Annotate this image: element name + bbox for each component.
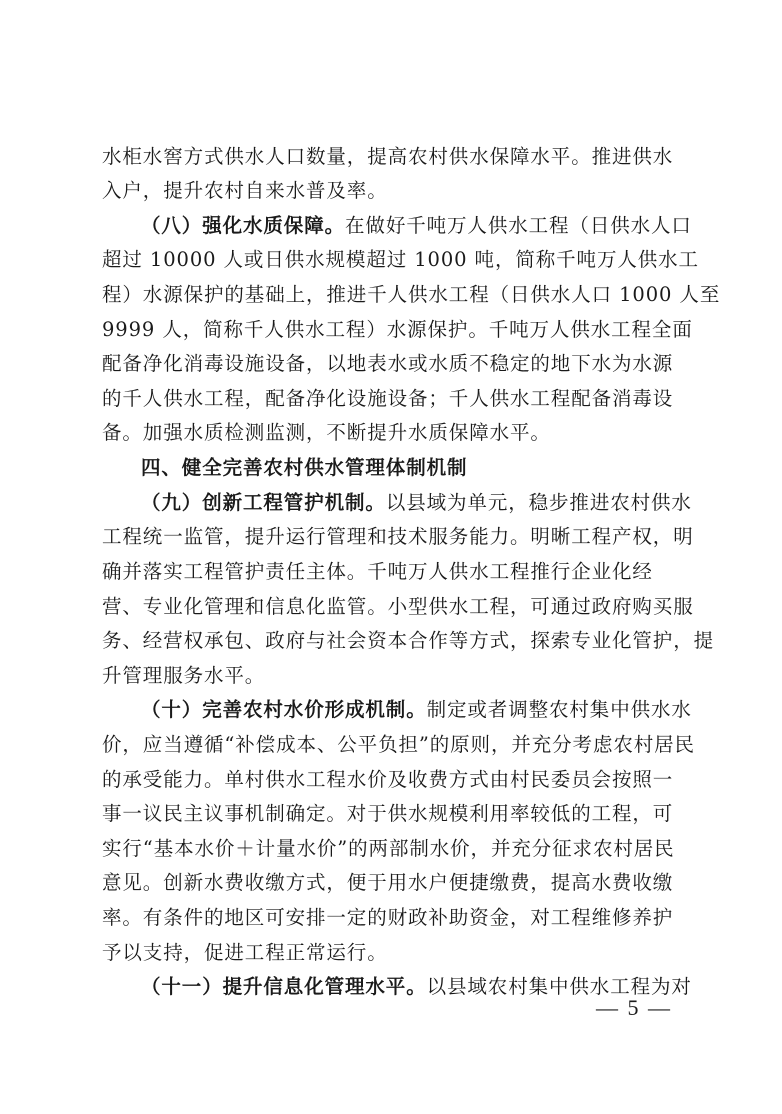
paragraph-8-first-line bbox=[141, 214, 692, 238]
body-line: 工程统一监管，提升运行管理和技术服务能力。明晰工程产权，明 bbox=[102, 525, 694, 548]
para9-title: （九）创新工程管护机制。 bbox=[141, 491, 386, 514]
body-line: 备。加强水质检测监测，不断提升水质保障水平。 bbox=[102, 421, 551, 444]
para11-text: 以县域农村集中供水工程为对 bbox=[426, 975, 692, 998]
para10-text: 制定或者调整农村集中供水水 bbox=[426, 698, 692, 721]
para8-text: 在做好千吨万人供水工程（日供水人口 bbox=[345, 214, 692, 237]
body-line: 率。有条件的地区可安排一定的财政补助资金，对工程维修养护 bbox=[102, 906, 674, 929]
body-line: 9999 人，简称千人供水工程）水源保护。千吨万人供水工程全面 bbox=[102, 318, 693, 341]
body-line: 事一议民主议事机制确定。对于供水规模利用率较低的工程，可 bbox=[102, 802, 674, 825]
paragraph-10-first-line bbox=[141, 698, 692, 722]
body-line: 入户，提升农村自来水普及率。 bbox=[102, 179, 388, 202]
page-number: — 5 — bbox=[596, 995, 672, 1020]
para9-text: 以县域为单元，稳步推进农村供水 bbox=[385, 491, 692, 514]
body-line: 营、专业化管理和信息化监管。小型供水工程，可通过政府购买服 bbox=[102, 595, 694, 618]
body-line: 的千人供水工程，配备净化设施设备；千人供水工程配备消毒设 bbox=[102, 387, 674, 410]
para11-title: （十一）提升信息化管理水平。 bbox=[141, 975, 427, 998]
body-line: 务、经营权承包、政府与社会资本合作等方式，探索专业化管护，提 bbox=[102, 629, 715, 652]
body-line: 升管理服务水平。 bbox=[102, 664, 266, 687]
body-line: 确并落实工程管护责任主体。千吨万人供水工程推行企业化经 bbox=[102, 560, 653, 583]
body-line: 实行“基本水价＋计量水价”的两部制水价，并充分征求农村居民 bbox=[102, 837, 675, 860]
body-line: 的承受能力。单村供水工程水价及收费方式由村民委员会按照一 bbox=[102, 768, 674, 791]
paragraph-9-first-line bbox=[141, 491, 692, 515]
para8-title: （八）强化水质保障。 bbox=[141, 214, 346, 237]
body-line: 予以支持，促进工程正常运行。 bbox=[102, 941, 388, 964]
para10-title: （十）完善农村水价形成机制。 bbox=[141, 698, 427, 721]
body-line: 价，应当遵循“补偿成本、公平负担”的原则，并充分考虑农村居民 bbox=[102, 733, 695, 756]
body-line: 水柜水窖方式供水人口数量，提高农村供水保障水平。推进供水 bbox=[102, 145, 674, 168]
body-line: 配备净化消毒设施设备，以地表水或水质不稳定的地下水为水源 bbox=[102, 352, 674, 375]
body-line: 程）水源保护的基础上，推进千人供水工程（日供水人口 1000 人至 bbox=[102, 283, 721, 306]
body-line: 超过 10000 人或日供水规模超过 1000 吨，简称千吨万人供水工 bbox=[102, 248, 699, 271]
section-heading: 四、健全完善农村供水管理体制机制 bbox=[141, 456, 468, 479]
body-line: 意见。创新水费收缴方式，便于用水户便捷缴费，提高水费收缴 bbox=[102, 871, 674, 894]
